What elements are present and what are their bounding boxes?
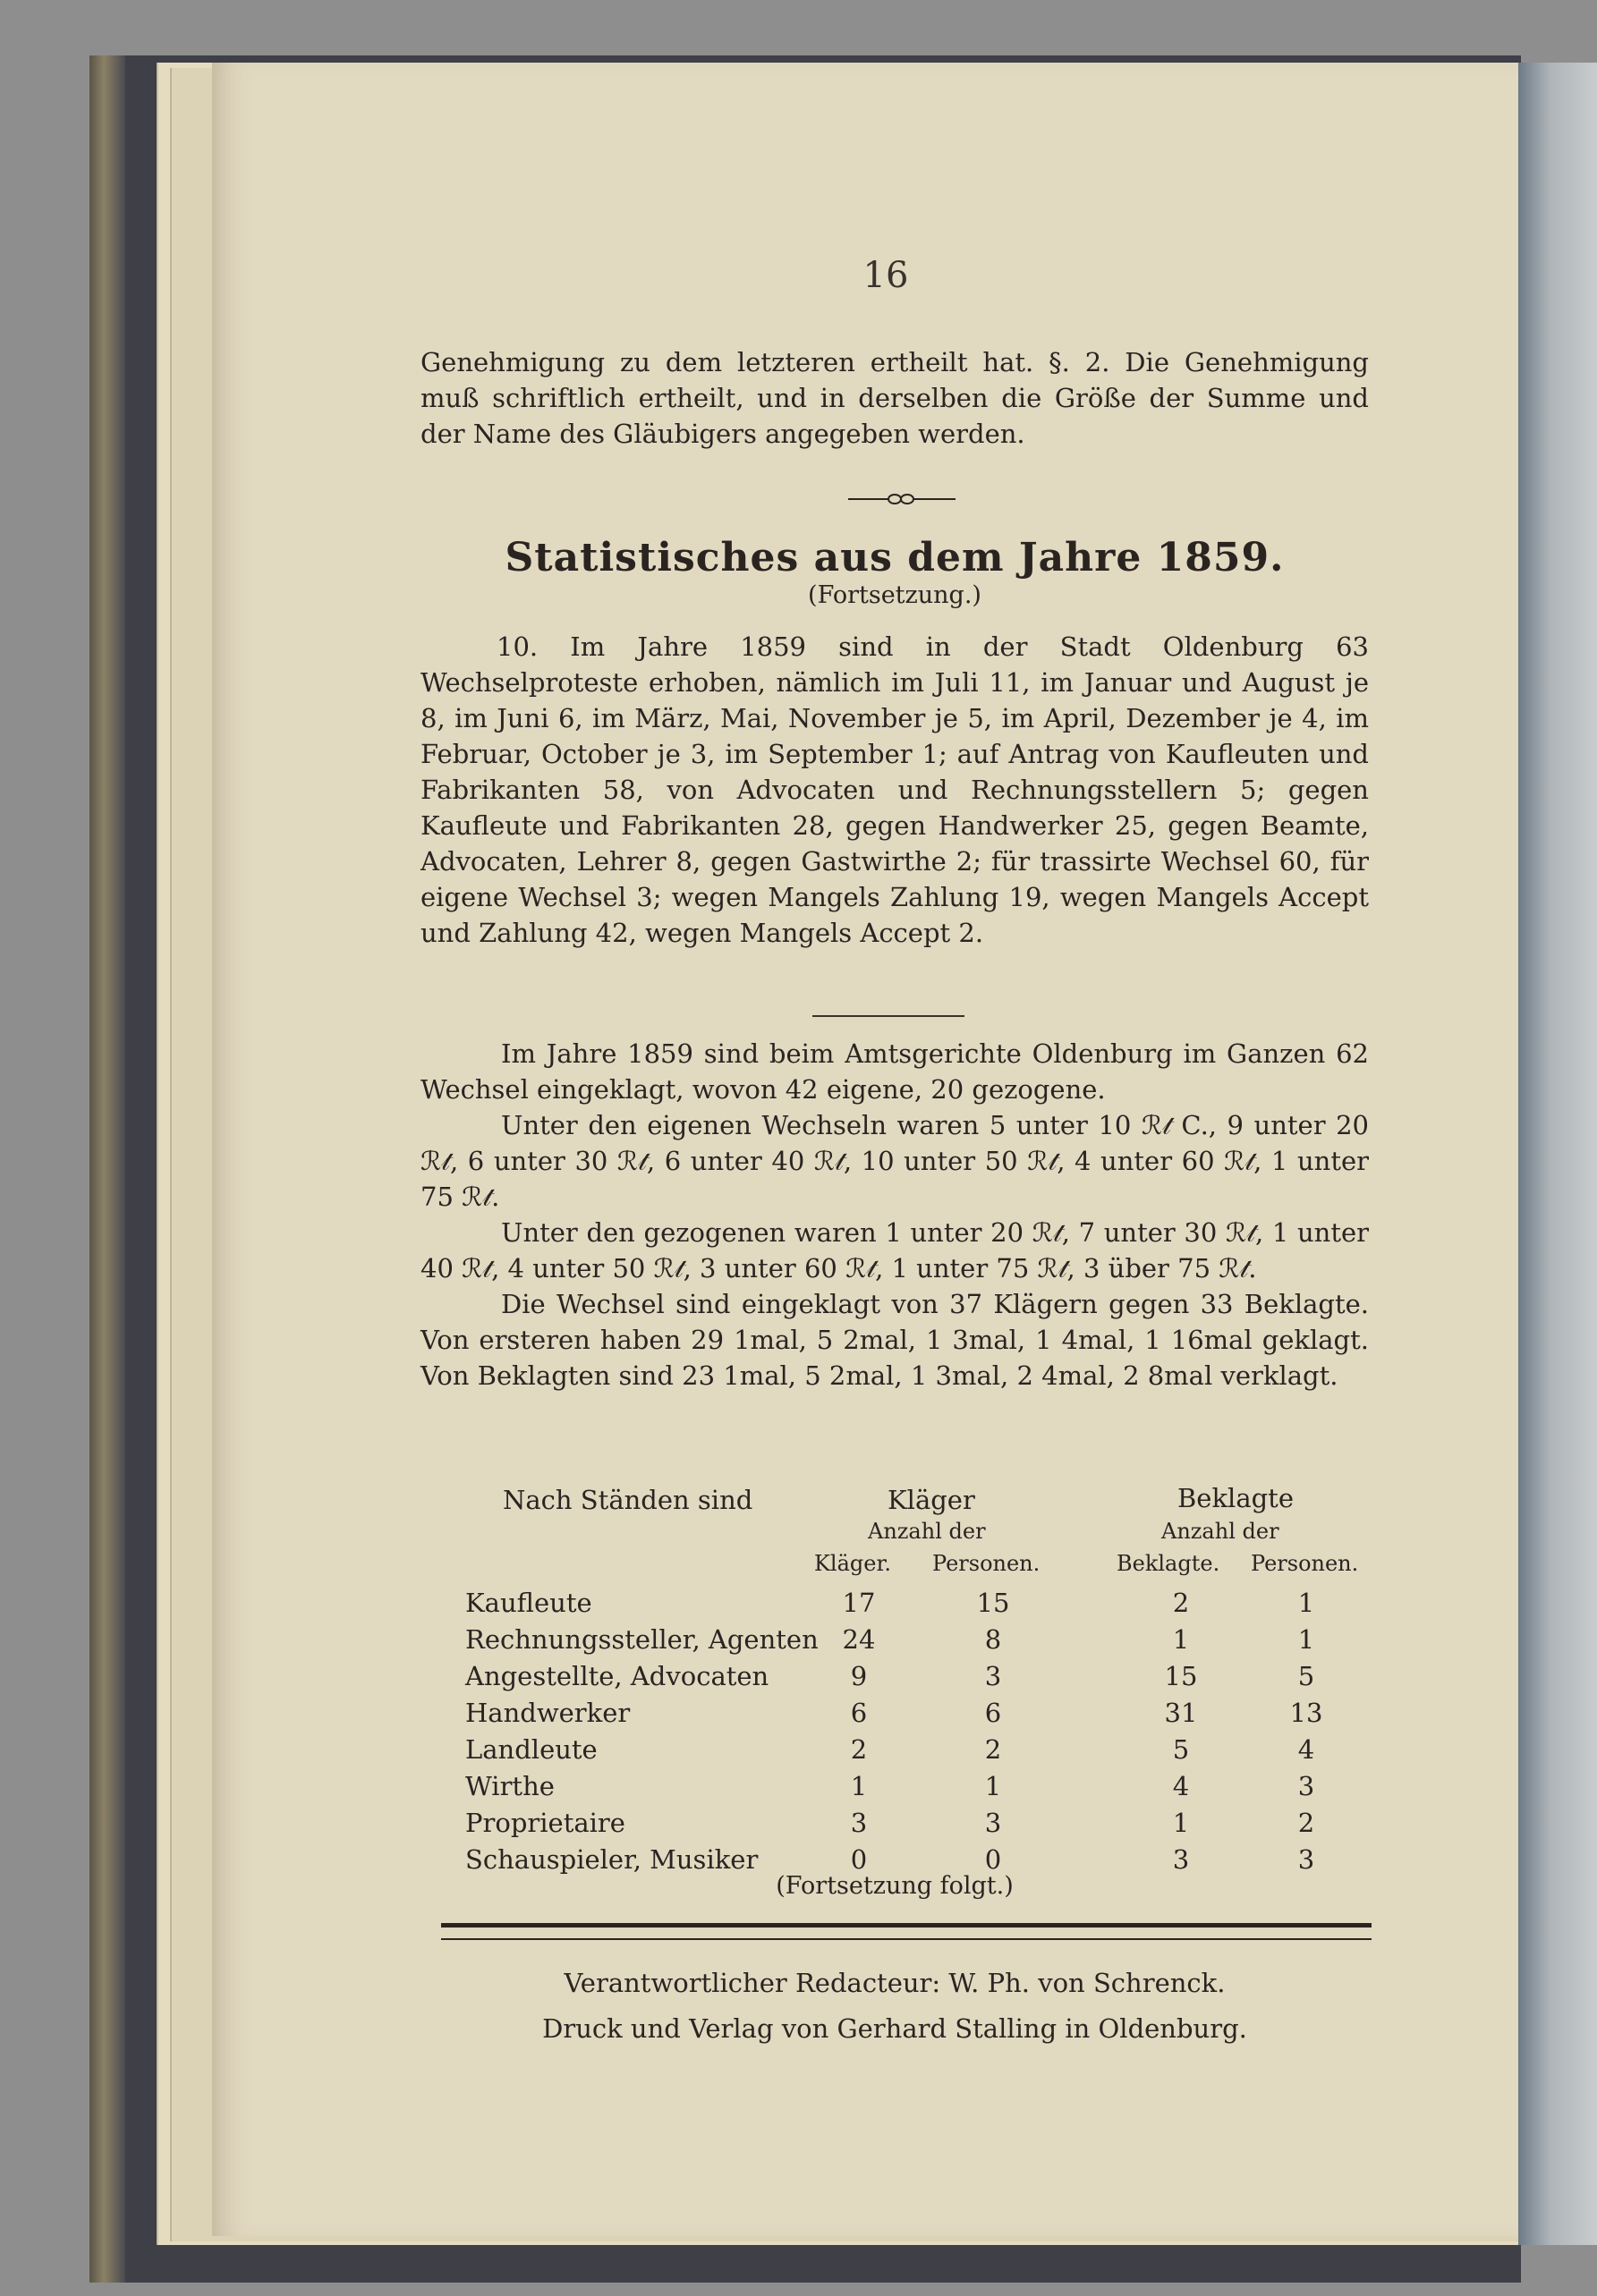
book-spine-edge: [89, 55, 125, 2283]
row-value-c1: 3: [850, 1808, 868, 1838]
row-value-c4: 1: [1297, 1624, 1315, 1655]
row-value-c2: 0: [984, 1844, 1002, 1875]
row-value-c4: 3: [1297, 1844, 1315, 1875]
row-label: Handwerker: [465, 1698, 631, 1728]
paragraph-10-block: [420, 629, 1369, 951]
row-value-c1: 9: [850, 1661, 868, 1691]
row-value-c4: 5: [1297, 1661, 1315, 1691]
short-rule: [812, 1015, 964, 1017]
table-row: [429, 1808, 1378, 1843]
row-value-c4: 2: [1297, 1808, 1315, 1838]
row-value-c3: 1: [1172, 1808, 1190, 1838]
facing-page-edge: [1518, 63, 1597, 2245]
row-value-c3: 2: [1172, 1588, 1190, 1618]
table-sub-klaeger: Anzahl der: [868, 1519, 986, 1544]
row-value-c1: 6: [850, 1698, 868, 1728]
row-label: Wirthe: [465, 1771, 555, 1801]
section-title: Statistisches aus dem Jahre 1859.: [505, 535, 1285, 580]
row-value-c4: 1: [1297, 1588, 1315, 1618]
row-value-c1: 24: [842, 1624, 876, 1655]
row-value-c2: 15: [976, 1588, 1010, 1618]
row-value-c3: 3: [1172, 1844, 1190, 1875]
table-row: [429, 1698, 1378, 1733]
court-block: [420, 1036, 1369, 1394]
row-value-c2: 8: [984, 1624, 1002, 1655]
row-value-c3: 1: [1172, 1624, 1190, 1655]
section-subtitle: (Fortsetzung.): [808, 581, 981, 609]
row-value-c1: 0: [850, 1844, 868, 1875]
table-row: [429, 1661, 1378, 1697]
table-col-beklagte: Beklagte.: [1117, 1551, 1220, 1576]
row-value-c4: 4: [1297, 1734, 1315, 1765]
row-value-c2: 3: [984, 1808, 1002, 1838]
paragraph-gezogene: Unter den gezogenen waren 1 unter 20 ℛ𝓉, 7 unter 30 ℛ𝓉, 1 unter 40 ℛ𝓉, 4 unter 50 ℛ𝓉, 3 unter 60 ℛ𝓉, 1 unter 75 ℛ𝓉, 3 über 75 ℛ𝓉.: [420, 1217, 1369, 1284]
ornament-divider: [848, 490, 956, 508]
table-sub-beklagte: Anzahl der: [1161, 1519, 1279, 1544]
row-label: Landleute: [465, 1734, 598, 1765]
row-value-c2: 1: [984, 1771, 1002, 1801]
row-label: Kaufleute: [465, 1588, 592, 1618]
page-number: 16: [862, 255, 909, 296]
row-value-c2: 2: [984, 1734, 1002, 1765]
table-row: [429, 1771, 1378, 1807]
row-value-c3: 4: [1172, 1771, 1190, 1801]
table-stub-header: Nach Ständen sind: [503, 1485, 753, 1515]
row-value-c1: 2: [850, 1734, 868, 1765]
table-col-klaeger: Kläger.: [814, 1551, 891, 1576]
table-group-klaeger: Kläger: [888, 1485, 975, 1515]
paragraph-klaeger: Die Wechsel sind eingeklagt von 37 Klägern gegen 33 Beklagte. Von ersteren haben 29 1mal, 5 2mal, 1 3mal, 1 4mal, 1 16mal geklagt. Von Beklagten sind 23 1mal, 5 2mal, 1 3mal, 2 4mal, 2 8mal verklagt.: [420, 1289, 1369, 1391]
row-value-c2: 6: [984, 1698, 1002, 1728]
table-col-personen-2: Personen.: [1251, 1551, 1359, 1576]
row-label: Angestellte, Advocaten: [465, 1661, 769, 1691]
table-group-beklagte: Beklagte: [1177, 1483, 1294, 1513]
editor-line: Verantwortlicher Redacteur: W. Ph. von Schrenck.: [564, 1968, 1226, 1998]
intro-block: [420, 344, 1369, 452]
row-label: Schauspieler, Musiker: [465, 1844, 759, 1875]
row-value-c3: 15: [1164, 1661, 1198, 1691]
row-value-c4: 13: [1289, 1698, 1323, 1728]
row-label: Proprietaire: [465, 1808, 625, 1838]
paragraph-10: 10. Im Jahre 1859 sind in der Stadt Oldenburg 63 Wechselproteste erhoben, nämlich im Juli 11, im Januar und August je 8, im Juni 6, im März, Mai, November je 5, im April, Dezember je 4, im Februar, October je 3, im September 1; auf Antrag von Kaufleuten und Fabrikanten 58, von Advocaten und Rechnungsstellern 5; gegen Kaufleute und Fabrikanten 28, gegen Handwerker 25, gegen Beamte, Advocaten, Lehrer 8, gegen Gastwirthe 2; für trassirte Wechsel 60, für eigene Wechsel 3; wegen Mangels Zahlung 19, wegen Mangels Accept und Zahlung 42, wegen Mangels Accept 2.: [420, 631, 1369, 948]
printer-line: Druck und Verlag von Gerhard Stalling in Oldenburg.: [542, 2013, 1247, 2044]
row-value-c2: 3: [984, 1661, 1002, 1691]
paragraph-amtsgericht: Im Jahre 1859 sind beim Amtsgerichte Oldenburg im Ganzen 62 Wechsel eingeklagt, wovon 42 eigene, 20 gezogene.: [420, 1038, 1369, 1105]
intro-paragraph: Genehmigung zu dem letzteren ertheilt hat. §. 2. Die Genehmigung muß schriftlich ertheilt, und in derselben die Größe der Summe und der Name des Gläubigers angegeben werden.: [420, 347, 1369, 449]
row-value-c4: 3: [1297, 1771, 1315, 1801]
paragraph-eigene: Unter den eigenen Wechseln waren 5 unter 10 ℛ𝓉 C., 9 unter 20 ℛ𝓉, 6 unter 30 ℛ𝓉, 6 unter 40 ℛ𝓉, 10 unter 50 ℛ𝓉, 4 unter 60 ℛ𝓉, 1 unter 75 ℛ𝓉.: [420, 1110, 1369, 1212]
row-label: Rechnungssteller, Agenten: [465, 1624, 819, 1655]
row-value-c1: 1: [850, 1771, 868, 1801]
row-value-c3: 31: [1164, 1698, 1198, 1728]
table-col-personen-1: Personen.: [932, 1551, 1041, 1576]
continuation-note: (Fortsetzung folgt.): [776, 1872, 1014, 1900]
footer-double-rule: [441, 1923, 1372, 1940]
table-row: [429, 1624, 1378, 1660]
row-value-c1: 17: [842, 1588, 876, 1618]
table-row: [429, 1734, 1378, 1770]
table-row: [429, 1588, 1378, 1623]
row-value-c3: 5: [1172, 1734, 1190, 1765]
